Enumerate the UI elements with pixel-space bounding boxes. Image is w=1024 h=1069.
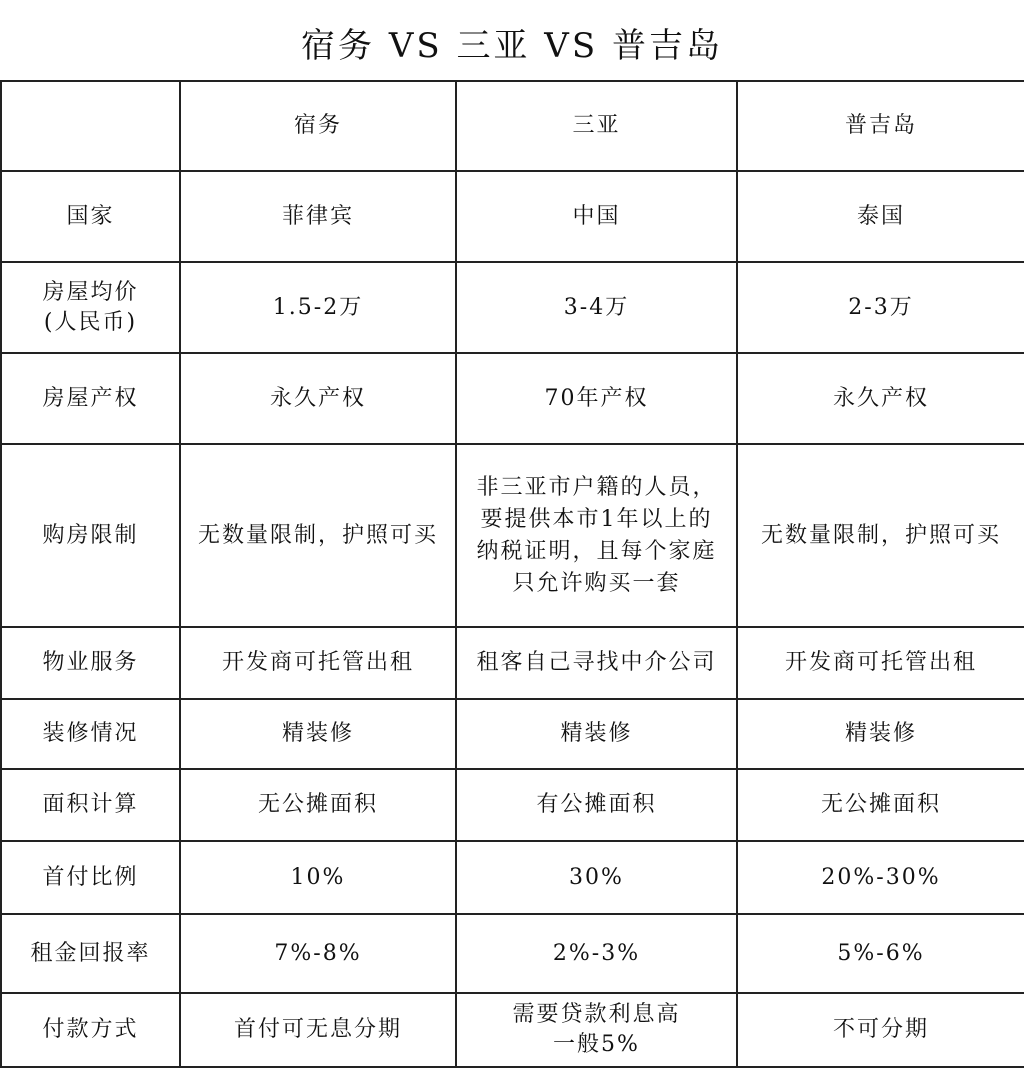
table-row — [1, 699, 1024, 769]
comparison-table — [0, 80, 1024, 1068]
table-row — [1, 444, 1024, 627]
header-cell-sanya: 三亚 — [456, 81, 737, 171]
table-cell: 3-4万 — [456, 262, 737, 353]
header-cell-phuket: 普吉岛 — [737, 81, 1024, 171]
table-cell: 开发商可托管出租 — [737, 627, 1024, 699]
row-label: 国家 — [1, 171, 180, 262]
row-label: 房屋均价 (人民币) — [1, 262, 180, 353]
table-cell: 无数量限制，护照可买 — [180, 444, 456, 627]
table-cell: 租客自己寻找中介公司 — [456, 627, 737, 699]
table-cell: 10% — [180, 841, 456, 914]
table-cell: 永久产权 — [737, 353, 1024, 444]
table-row — [1, 627, 1024, 699]
header-cell-empty — [1, 81, 180, 171]
table-cell: 精装修 — [456, 699, 737, 769]
table-cell: 需要贷款利息高 一般5% — [456, 993, 737, 1067]
table-cell: 无公摊面积 — [737, 769, 1024, 841]
table-row — [1, 914, 1024, 993]
table-row — [1, 769, 1024, 841]
table-cell: 精装修 — [180, 699, 456, 769]
table-cell: 泰国 — [737, 171, 1024, 262]
table-cell: 5%-6% — [737, 914, 1024, 993]
table-cell: 70年产权 — [456, 353, 737, 444]
page-title: 宿务 VS 三亚 VS 普吉岛 — [301, 26, 723, 66]
table-row — [1, 993, 1024, 1067]
table-cell: 20%-30% — [737, 841, 1024, 914]
table-row — [1, 262, 1024, 353]
table-cell: 开发商可托管出租 — [180, 627, 456, 699]
header-cell-cebu: 宿务 — [180, 81, 456, 171]
table-cell: 永久产权 — [180, 353, 456, 444]
table-cell: 首付可无息分期 — [180, 993, 456, 1067]
table-cell: 菲律宾 — [180, 171, 456, 262]
table-cell: 无数量限制，护照可买 — [737, 444, 1024, 627]
table-cell: 不可分期 — [737, 993, 1024, 1067]
row-label: 首付比例 — [1, 841, 180, 914]
row-label: 付款方式 — [1, 993, 180, 1067]
table-cell: 7%-8% — [180, 914, 456, 993]
table-cell: 非三亚市户籍的人员， 要提供本市1年以上的 纳税证明，且每个家庭 只允许购买一套 — [456, 444, 737, 627]
table-cell: 30% — [456, 841, 737, 914]
row-label: 装修情况 — [1, 699, 180, 769]
table-cell: 无公摊面积 — [180, 769, 456, 841]
row-label: 面积计算 — [1, 769, 180, 841]
row-label: 房屋产权 — [1, 353, 180, 444]
table-cell: 2-3万 — [737, 262, 1024, 353]
table-cell: 有公摊面积 — [456, 769, 737, 841]
table-row — [1, 841, 1024, 914]
row-label: 物业服务 — [1, 627, 180, 699]
table-header-row — [1, 81, 1024, 171]
table-cell: 精装修 — [737, 699, 1024, 769]
row-label: 购房限制 — [1, 444, 180, 627]
table-row — [1, 171, 1024, 262]
row-label: 租金回报率 — [1, 914, 180, 993]
table-row — [1, 353, 1024, 444]
table-cell: 中国 — [456, 171, 737, 262]
table-cell: 1.5-2万 — [180, 262, 456, 353]
table-cell: 2%-3% — [456, 914, 737, 993]
